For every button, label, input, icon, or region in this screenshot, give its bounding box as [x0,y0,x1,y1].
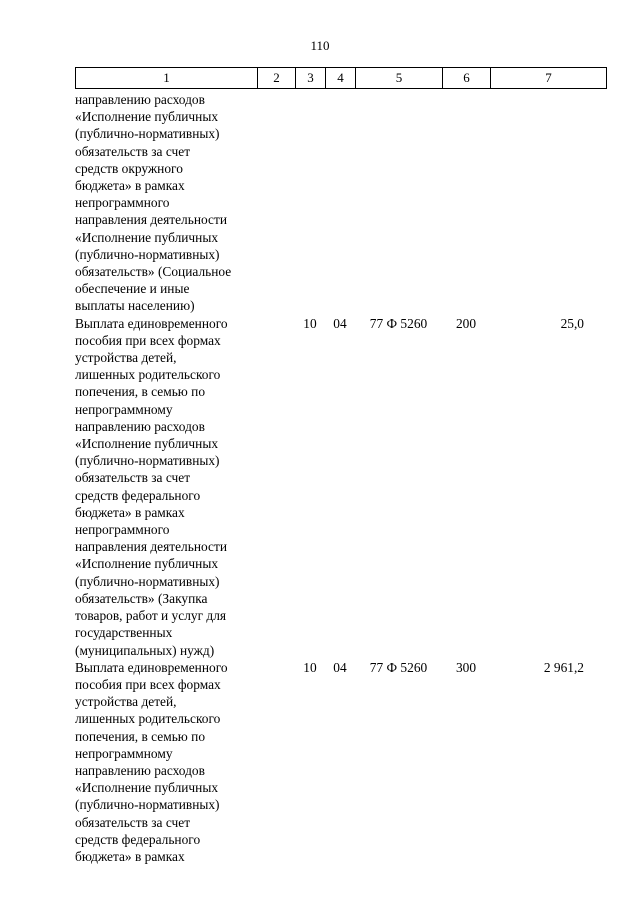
row-section: 10 [303,315,317,331]
row-expense-type: 200 [455,315,477,331]
row-expense-type: 300 [455,659,477,675]
header-col-6: 6 [443,68,491,89]
table-row [75,91,606,315]
header-col-7: 7 [491,68,607,89]
row-subsection: 04 [333,315,347,331]
row-target-code [355,91,442,315]
row-amount: 2 961,2 [543,659,584,675]
header-col-5: 5 [356,68,443,89]
table-row [75,315,606,659]
row-description: направлению расходов «Исполнение публичных (публично-нормативных) обязательств за счет средств окружного бюджета» в рамках непрограммного направления деятельности «Исполнение публичных (публично-нормативных) обязательств» (Социальное обеспечение и иные выплаты населению) [75,92,232,314]
row-description: Выплата единовременного пособия при всех формах устройства детей, лишенных родительского попечения, в семью по непрограммному направлению расходов «Исполнение публичных (публично-нормативных) обязательств за счет средств федерального бюджета» в рамках непрограммного направления деятельности «Исполнение публичных (публично-нормативных) обязательств» (Закупка товаров, работ и услуг для государственных (муниципальных) нужд) [75,315,228,658]
table-row [75,659,606,865]
header-col-2: 2 [258,68,296,89]
row-section [295,91,325,315]
column-number-header [75,67,607,89]
row-description: Выплата единовременного пособия при всех формах устройства детей, лишенных родительского попечения, в семью по непрограммному направлению расходов «Исполнение публичных (публично-нормативных) обязательств за счет средств федерального бюджета» в рамках [75,659,228,864]
row-subsection [325,91,355,315]
page-number: 110 [310,38,330,53]
row-amount [490,91,586,315]
row-subsection: 04 [333,659,347,675]
header-col-4: 4 [326,68,356,89]
row-col-2 [257,91,295,315]
row-col-2 [257,315,295,659]
row-target-code: 77 Ф 5260 [369,315,428,331]
header-col-3: 3 [296,68,326,89]
row-col-2 [257,659,295,865]
row-expense-type [442,91,490,315]
row-section: 10 [303,659,317,675]
row-target-code: 77 Ф 5260 [369,659,428,675]
budget-table-body [75,91,606,865]
row-amount: 25,0 [560,315,584,331]
header-col-1: 1 [76,68,258,89]
